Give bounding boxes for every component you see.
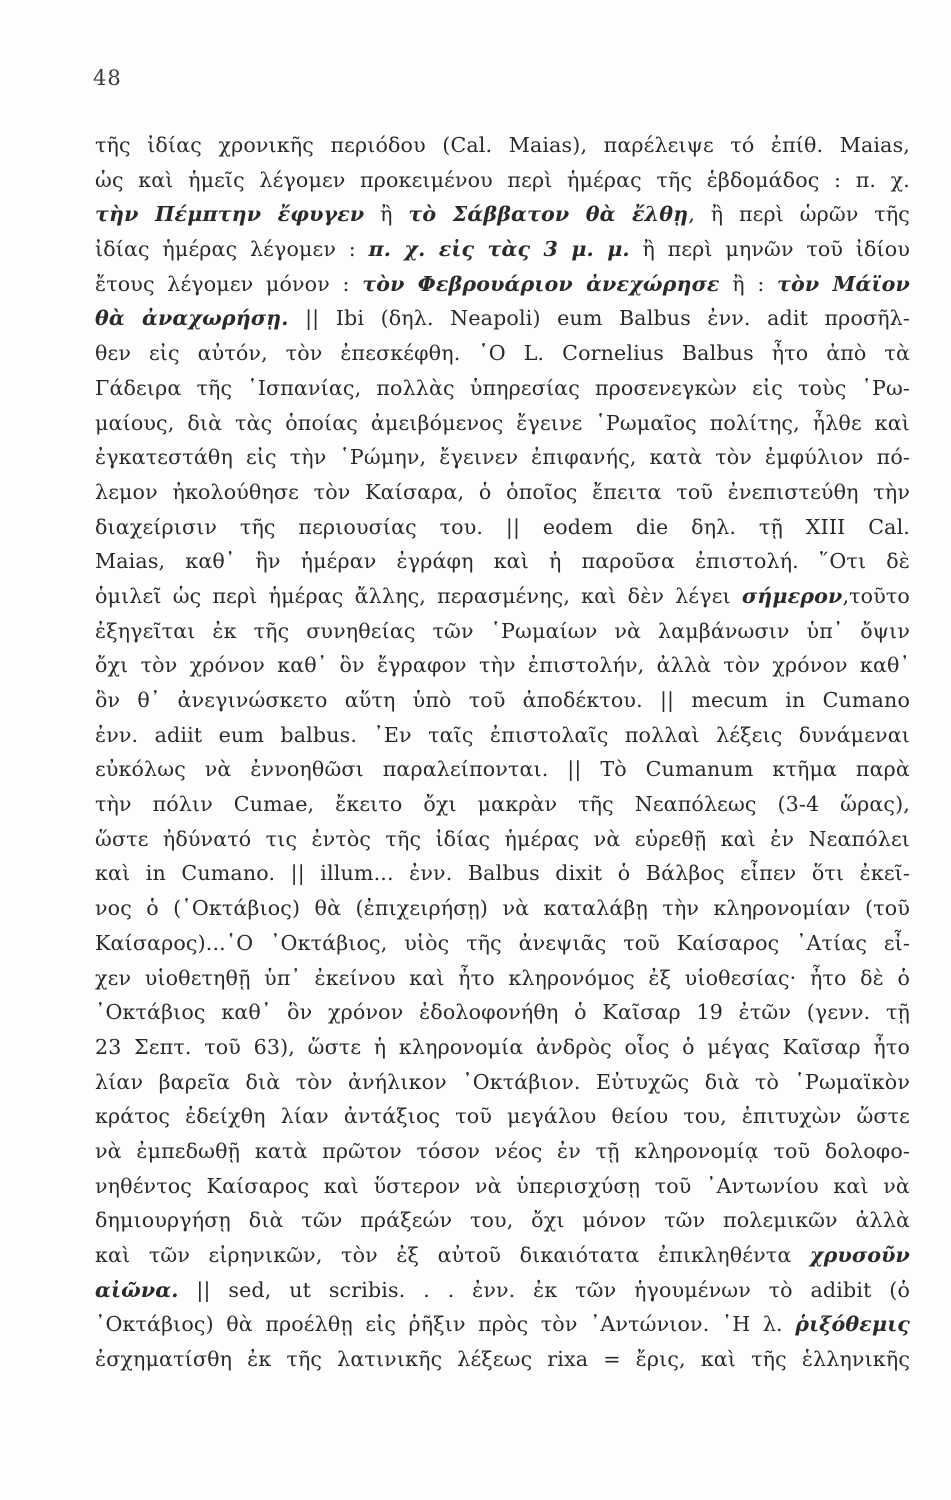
text-line (95, 371, 910, 406)
text-line (95, 718, 910, 753)
text-line (95, 1238, 910, 1273)
text-line (95, 1169, 910, 1204)
text-segment: ὁμιλεῖ ὡς περὶ ἡμέρας ἄλλης, περασμένης, καὶ δὲν λέγει (95, 583, 742, 608)
text-segment: διαχείρισιν τῆς περιουσίας του. || eodem die δηλ. τῇ XIII Cal. (95, 514, 910, 539)
text-segment: καὶ in Cumano. || illum... ἐνν. Balbus dixit ὁ Βάλβος εἶπεν ὅτι ἐκεῖ- (95, 861, 910, 886)
text-line (95, 232, 910, 267)
text-line (95, 163, 910, 198)
text-line (95, 683, 910, 718)
text-line (95, 752, 910, 787)
text-line (95, 579, 910, 614)
text-segment: δημιουργήσῃ διὰ τῶν πράξεών του, ὄχι μόνον τῶν πολεμικῶν ἀλλὰ (95, 1208, 910, 1233)
text-segment: τῆς ἰδίας χρονικῆς περιόδου (Cal. Maias), παρέλειψε τό ἐπίθ. Maias, (95, 133, 910, 157)
text-line (95, 406, 910, 441)
text-line (95, 891, 910, 926)
text-segment: ἐνν. adiit eum balbus. ᾿Εν ταῖς ἐπιστολαῖς πολλαὶ λέξεις δυνάμεναι (95, 722, 910, 747)
text-segment: ἐγκατεστάθη εἰς τὴν ῾Ρώμην, ἔγεινεν ἐπιφανής, κατὰ τὸν ἐμφύλιον πό- (95, 445, 910, 470)
emphasized-phrase: αἰῶνα. (95, 1277, 179, 1302)
text-segment: λεμον ἠκολούθησε τὸν Καίσαρα, ὁ ὁποῖος ἔπειτα τοῦ ἐνεπιστεύθη τὴν (95, 479, 910, 504)
text-segment: Καίσαρος)...῾Ο ᾿Οκτάβιος, υἱὸς τῆς ἀνεψιᾶς τοῦ Καίσαρος ᾿Ατίας εἶ- (95, 930, 910, 955)
text-line (95, 267, 910, 302)
text-line (95, 822, 910, 857)
text-segment: ὃν θ᾿ ἀνεγινώσκετο αὕτη ὑπὸ τοῦ ἀποδέκτου. || mecum in Cumano (95, 688, 910, 712)
emphasized-phrase: σήμερον (741, 583, 843, 608)
text-segment: || Ibi (δηλ. Neapoli) eum Balbus ἐνν. adit προσῆλ- (288, 306, 910, 331)
text-line (95, 440, 910, 475)
text-segment: καὶ τῶν εἰρηνικῶν, τὸν ἐξ αὐτοῦ δικαιότατα ἐπικληθέντα (95, 1243, 810, 1267)
text-segment: Γάδειρα τῆς ῾Ισπανίας, πολλὰς ὑπηρεσίας προσενεγκὼν εἰς τοὺς ῾Ρω- (95, 375, 910, 400)
text-line (95, 128, 910, 163)
text-segment: νὰ ἐμπεδωθῇ κατὰ πρῶτον τόσον νέος ἐν τῇ κληρονομίᾳ τοῦ δολοφο- (95, 1138, 910, 1163)
text-segment: κράτος ἐδείχθη λίαν ἀντάξιος τοῦ μεγάλου θείου του, ἐπιτυχὼν ὥστε (95, 1104, 910, 1129)
emphasized-phrase: τὸν Φεβρουάριον ἀνεχώρησε (362, 271, 720, 296)
text-line (95, 336, 910, 371)
text-segment: νος ὁ (῾Οκτάβιος) θὰ (ἐπιχειρήσῃ) νὰ καταλάβῃ τὴν κληρονομίαν (τοῦ (95, 896, 910, 921)
text-line (95, 1099, 910, 1134)
text-segment: θεν εἰς αὐτόν, τὸν ἐπεσκέφθη. ῾Ο L. Cornelius Balbus ἦτο ἀπὸ τὰ (95, 341, 910, 366)
emphasized-phrase: τὴν Πέμπτην ἔφυγεν (95, 202, 365, 227)
text-line (95, 856, 910, 891)
text-line (95, 995, 910, 1030)
text-segment: ἢ (364, 202, 409, 227)
text-line (95, 1342, 910, 1377)
text-line (95, 1065, 910, 1100)
text-line (95, 648, 910, 683)
commentary-text (95, 128, 910, 1377)
text-segment: χεν υἱοθετηθῇ ὑπ᾿ ἐκείνου καὶ ἦτο κληρονόμος ἐξ υἱοθεσίας· ἦτο δὲ ὁ (95, 965, 910, 990)
text-line (95, 1203, 910, 1238)
text-line (95, 1307, 910, 1342)
text-segment: νηθέντος Καίσαρος καὶ ὕστερον νὰ ὑπερισχύσῃ τοῦ ᾿Αντωνίου καὶ νὰ (95, 1173, 910, 1198)
emphasized-phrase: π. χ. εἰς τὰς 3 μ. μ. (368, 237, 630, 262)
emphasized-phrase: τὸ Σάββατον θὰ ἔλθῃ (408, 202, 689, 227)
text-line (95, 544, 910, 579)
text-segment: ἢ : (719, 271, 778, 296)
text-segment: ὥστε ἠδύνατό τις ἐντὸς τῆς ἰδίας ἡμέρας νὰ εὑρεθῇ καὶ ἐν Νεαπόλει (95, 826, 910, 851)
text-segment: Maias, καθ᾿ ἣν ἡμέραν ἐγράφη καὶ ἡ παροῦσα ἐπιστολή. ῞Οτι δὲ (95, 549, 910, 574)
text-segment: ἐσχηματίσθη ἐκ τῆς λατινικῆς λέξεως rixa = ἔρις, καὶ τῆς ἑλληνικῆς (95, 1347, 910, 1372)
emphasized-phrase: ῥιξόθεμις (795, 1312, 910, 1337)
text-segment: ὡς καὶ ἡμεῖς λέγομεν προκειμένου περὶ ἡμέρας τῆς ἑβδομάδος : π. χ. (95, 167, 910, 192)
text-segment: ὄχι τὸν χρόνον καθ᾿ ὃν ἔγραφον τὴν ἐπιστολήν, ἀλλὰ τὸν χρόνον καθ᾿ (95, 653, 910, 678)
text-line (95, 301, 910, 336)
emphasized-phrase: τὸν Μάϊον (777, 271, 910, 296)
text-line (95, 475, 910, 510)
text-line (95, 787, 910, 822)
text-line (95, 1134, 910, 1169)
text-segment: ἔτους λέγομεν μόνον : (95, 271, 363, 296)
text-line (95, 510, 910, 545)
text-segment: ἢ περὶ μηνῶν τοῦ ἰδίου (629, 237, 910, 262)
text-line (95, 197, 910, 232)
text-line (95, 614, 910, 649)
text-line (95, 926, 910, 961)
text-segment: εὐκόλως νὰ ἐννοηθῶσι παραλείπονται. || Τὸ Cumanum κτῆμα παρὰ (95, 757, 910, 782)
text-segment: τὴν πόλιν Cumae, ἔκειτο ὄχι μακρὰν τῆς Νεαπόλεως (3-4 ὥρας), (95, 792, 910, 817)
text-segment: , ἢ περὶ ὡρῶν τῆς (688, 202, 910, 227)
text-line (95, 961, 910, 996)
text-segment: ἰδίας ἡμέρας λέγομεν : (95, 237, 369, 262)
text-segment: μαίους, διὰ τὰς ὁποίας ἀμειβόμενος ἔγεινε ῾Ρωμαῖος πολίτης, ἦλθε καὶ (95, 410, 910, 435)
text-segment: ,τοῦτο (842, 583, 910, 608)
text-segment: || sed, ut scribis. . . ἐνν. ἐκ τῶν ἡγουμένων τὸ adibit (ὁ (178, 1277, 910, 1302)
text-line (95, 1273, 910, 1308)
text-segment: ᾿Οκτάβιος) θὰ προέλθῃ εἰς ῥῆξιν πρὸς τὸν ᾿Αντώνιον. ῾Η λ. (95, 1312, 796, 1337)
text-segment: λίαν βαρεῖα διὰ τὸν ἀνήλικον ᾿Οκτάβιον. Εὐτυχῶς διὰ τὸ ῾Ρωμαϊκὸν (95, 1069, 910, 1094)
text-segment: ἐξηγεῖται ἐκ τῆς συνηθείας τῶν ῾Ρωμαίων νὰ λαμβάνωσιν ὑπ᾿ ὄψιν (95, 618, 910, 643)
text-segment: ᾿Οκτάβιος καθ᾿ ὃν χρόνον ἐδολοφονήθη ὁ Καῖσαρ 19 ἐτῶν (γενν. τῇ (95, 1000, 910, 1025)
page-number: 48 (93, 66, 122, 90)
text-segment: 23 Σεπτ. τοῦ 63), ὥστε ἡ κληρονομία ἀνδρὸς οἷος ὁ μέγας Καῖσαρ ἦτο (95, 1034, 910, 1059)
emphasized-phrase: χρυσοῦν (809, 1243, 910, 1267)
text-line (95, 1030, 910, 1065)
emphasized-phrase: θὰ ἀναχωρήσῃ. (95, 306, 289, 331)
